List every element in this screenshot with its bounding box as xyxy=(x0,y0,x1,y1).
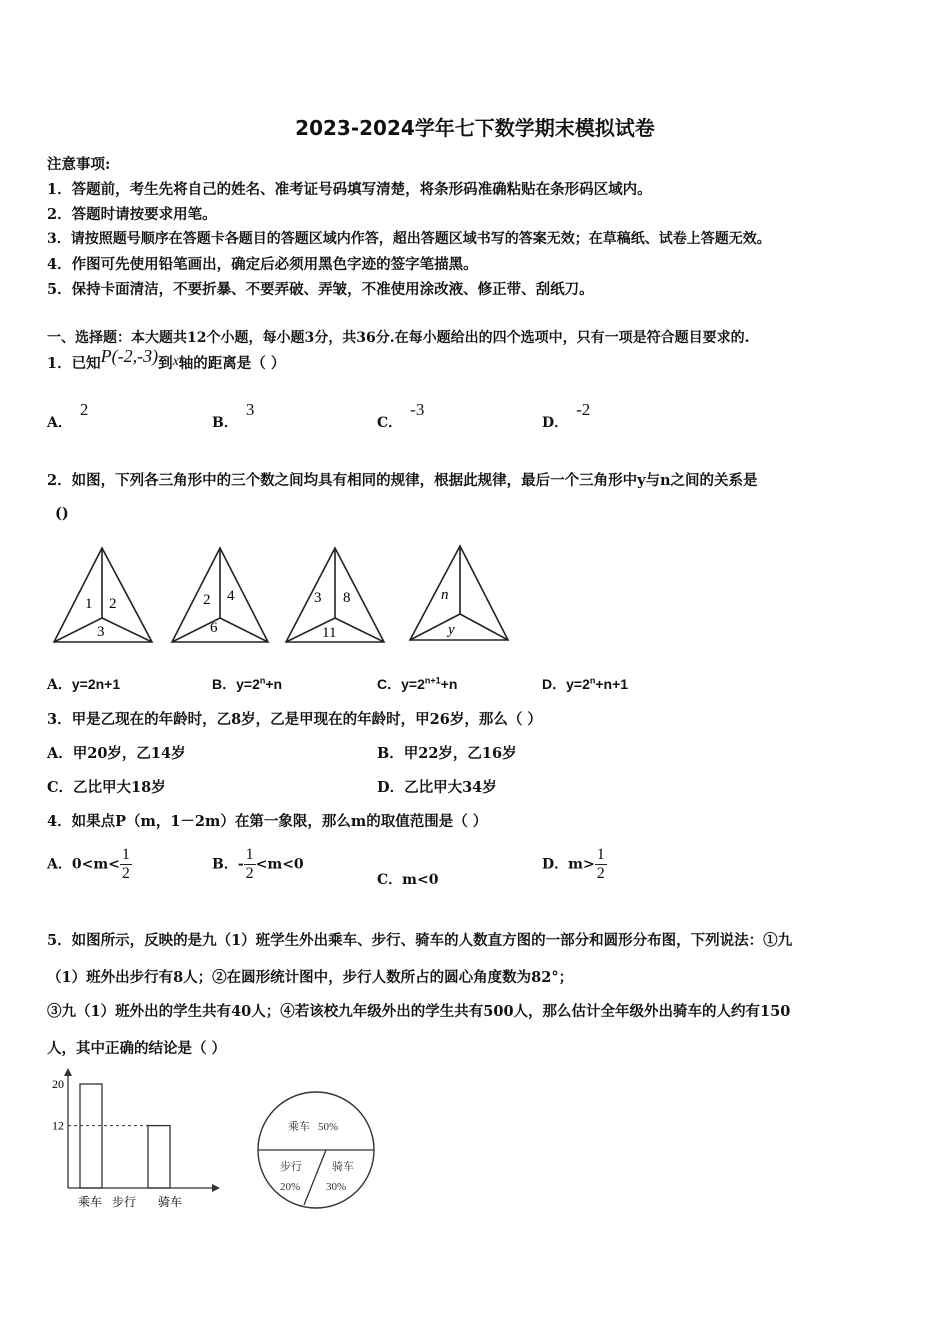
triangle-2-a: 2 xyxy=(203,592,211,608)
triangle-4 xyxy=(410,546,508,640)
fraction xyxy=(595,846,607,883)
q1-text: 到 xyxy=(158,355,173,372)
option-exponent: n+1 xyxy=(424,675,441,686)
question-5-line: 5．如图所示，反映的是九（1）班学生外出乘车、步行、骑车的人数直方图的一部分和圆形分布图，下列说法：①九 xyxy=(47,932,793,949)
q3-option-c[interactable]: C．乙比甲大18岁 xyxy=(47,779,166,796)
fraction xyxy=(120,846,132,883)
x-tick-label: 骑车 xyxy=(158,1195,183,1209)
page-title: 2023-2024学年七下数学期末模拟试卷 xyxy=(295,116,655,140)
pie-label-ride: 乘车 xyxy=(288,1121,310,1133)
option-value: 0<m< xyxy=(71,856,120,873)
triangle-3-a: 3 xyxy=(314,590,322,606)
option-value: +n+1 xyxy=(595,676,629,692)
option-label: C． xyxy=(377,676,402,692)
option-label: C． xyxy=(377,872,403,888)
fraction-denominator: 2 xyxy=(245,865,254,882)
fraction xyxy=(244,846,256,883)
pie-divider xyxy=(304,1150,326,1205)
option-value: - xyxy=(237,856,244,873)
option-value: y=2 xyxy=(401,676,425,692)
q3-option-a[interactable]: A．甲20岁，乙14岁 xyxy=(47,745,186,762)
triangle-2-c: 6 xyxy=(210,620,218,636)
pie-label-bike: 骑车 xyxy=(332,1161,354,1173)
question-3: 3．甲是乙现在的年龄时，乙8岁，乙是甲现在的年龄时，甲26岁，那么（ ） xyxy=(47,711,542,728)
pie-pct-bike: 30% xyxy=(326,1181,347,1193)
fraction-denominator: 2 xyxy=(121,865,130,882)
section-heading: 一、选择题：本大题共12个小题，每小题3分，共36分.在每小题给出的四个选项中，只有一项是符合题目要求的. xyxy=(47,330,750,346)
notice-item: 5．保持卡面清洁，不要折暴、不要弄破、弄皱，不准使用涂改液、修正带、刮纸刀。 xyxy=(47,281,594,298)
option-value: 2 xyxy=(79,400,89,419)
triangle-1-c: 3 xyxy=(97,624,105,640)
question-1 xyxy=(47,346,286,373)
option-label: A． xyxy=(47,677,72,693)
option-value: -3 xyxy=(410,400,425,419)
option-exponent: n xyxy=(589,675,596,686)
option-value: <m<0 xyxy=(255,856,304,873)
triangle-1-b: 2 xyxy=(109,596,117,612)
pie-label-walk: 步行 xyxy=(280,1161,302,1173)
q1-option-a[interactable] xyxy=(47,400,89,432)
notice-item: 1．答题前，考生先将自己的姓名、准考证号码填写清楚，将条形码准确粘贴在条形码区域内。 xyxy=(47,181,652,198)
option-label: A． xyxy=(47,856,72,873)
question-4: 4．如果点P（m，1－2m）在第一象限，那么m的取值范围是（ ） xyxy=(47,813,488,830)
option-exponent: n xyxy=(259,675,266,686)
triangle-figures xyxy=(50,540,520,650)
q2-option-a[interactable] xyxy=(47,674,120,694)
q2-option-b[interactable] xyxy=(212,674,282,694)
pie-pct-ride: 50% xyxy=(318,1121,339,1133)
bar-ride xyxy=(80,1084,102,1188)
q1-option-c[interactable] xyxy=(377,400,425,432)
triangle-2 xyxy=(172,548,268,642)
q1-option-d[interactable] xyxy=(542,400,591,432)
y-tick-label: 12 xyxy=(52,1118,64,1133)
question-5-line: （1）班外出步行有8人；②在圆形统计图中，步行人数所占的圆心角度数为82°； xyxy=(47,969,574,986)
x-axis-arrow xyxy=(212,1184,220,1192)
q3-option-b[interactable]: B．甲22岁，乙16岁 xyxy=(377,745,517,762)
q1-point: P(-2,-3) xyxy=(100,346,159,366)
option-value: m> xyxy=(568,856,595,873)
q1-text: 轴的距离是（ ） xyxy=(178,355,286,372)
notice-item: 4．作图可先使用铅笔画出，确定后必须用黑色字迹的签字笔描黑。 xyxy=(47,256,478,273)
triangle-3-c: 11 xyxy=(322,625,337,641)
fraction-numerator: 1 xyxy=(121,846,130,863)
y-axis-arrow xyxy=(64,1068,72,1076)
question-2-paren: () xyxy=(55,505,69,522)
option-value: y=2n+1 xyxy=(71,676,121,692)
q1-option-b[interactable] xyxy=(212,400,255,432)
x-tick-label: 乘车 xyxy=(78,1195,103,1209)
q1-text: 1．已知 xyxy=(47,355,101,372)
notice-heading: 注意事项: xyxy=(47,156,111,173)
option-value: +n xyxy=(440,676,458,692)
q3-option-d[interactable]: D．乙比甲大34岁 xyxy=(377,779,497,796)
fraction-denominator: 2 xyxy=(596,865,605,882)
option-label: B． xyxy=(212,415,238,431)
question-5-line: ③九（1）班外出的学生共有40人；④若该校九年级外出的学生共有500人，那么估计全年级外出骑车的人约有150 xyxy=(47,1003,791,1020)
notice-item: 3．请按照题号顺序在答题卡各题目的答题区域内作答，超出答题区域书写的答案无效；在草稿纸、试卷上答题无效。 xyxy=(47,231,771,247)
option-label: D． xyxy=(542,856,569,873)
option-value: y=2 xyxy=(236,676,260,692)
option-value: y=2 xyxy=(566,676,590,692)
option-value: +n xyxy=(265,676,283,692)
triangle-2-b: 4 xyxy=(227,588,235,604)
triangle-1-a: 1 xyxy=(85,596,93,612)
triangle-4-c: y xyxy=(448,622,455,638)
q4-option-b[interactable] xyxy=(212,846,304,883)
option-label: D． xyxy=(542,415,569,431)
question-5-line: 人，其中正确的结论是（ ） xyxy=(47,1040,227,1057)
notice-item: 2．答题时请按要求用笔。 xyxy=(47,206,217,223)
option-label: D． xyxy=(542,676,567,692)
option-value: 3 xyxy=(245,400,255,419)
q1-var: x xyxy=(172,354,179,369)
option-label: A． xyxy=(47,415,72,431)
option-value: -2 xyxy=(576,400,591,419)
option-label: B． xyxy=(212,676,237,692)
bar-chart xyxy=(48,1066,228,1214)
q4-option-a[interactable] xyxy=(47,846,132,883)
question-2: 2．如图，下列各三角形中的三个数之间均具有相同的规律，根据此规律，最后一个三角形中y与n之间的关系是 xyxy=(47,472,758,489)
x-tick-label: 步行 xyxy=(112,1195,137,1209)
pie-chart xyxy=(254,1088,378,1212)
fraction-numerator: 1 xyxy=(596,846,605,863)
q4-option-d[interactable] xyxy=(542,846,607,883)
pie-pct-walk: 20% xyxy=(280,1181,301,1193)
triangle-3-b: 8 xyxy=(343,590,351,606)
q2-option-c[interactable] xyxy=(377,674,457,694)
q4-option-c[interactable] xyxy=(377,869,438,889)
q2-option-d[interactable] xyxy=(542,674,628,694)
y-tick-label: 20 xyxy=(52,1077,64,1091)
option-value: m<0 xyxy=(402,872,439,888)
bar-bike xyxy=(148,1126,170,1188)
option-label: C． xyxy=(377,415,403,431)
fraction-numerator: 1 xyxy=(245,846,254,863)
option-label: B． xyxy=(212,856,238,873)
triangle-4-a: n xyxy=(441,587,449,603)
